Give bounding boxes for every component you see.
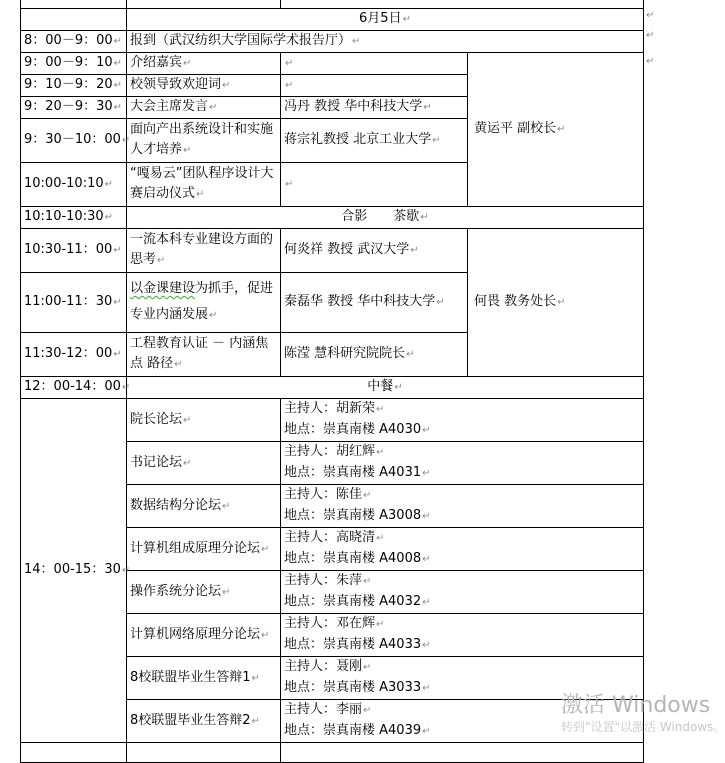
time-cell: 9：20－9：30 — [24, 99, 113, 114]
table-row — [21, 743, 644, 763]
forum-name: 8校联盟毕业生答辩2 — [130, 712, 251, 728]
table-row: 11:00-11：30↵ 以金课建设为抓手，促进专业内涵发展↵ 秦磊华 教授 华中科技大学↵ — [21, 273, 644, 333]
table-row: 10:30-11：00↵ 一流本科专业建设方面的思考↵ 何炎祥 教授 武汉大学↵ 何畏 教务处长↵ — [21, 229, 644, 273]
table-row: 数据结构分论坛↵ 主持人：陈佳↵ 地点：崇真南楼 A3008↵ — [21, 485, 644, 528]
event-cell: 合影 茶歇 — [341, 209, 420, 224]
schedule-table — [20, 0, 644, 763]
speaker-cell: 陈滢 慧科研究院院长 — [284, 346, 406, 361]
date-header: 6月5日 — [359, 11, 402, 26]
forum-name: 数据结构分论坛 — [130, 497, 222, 513]
time-cell: 10:10-10:30 — [24, 209, 104, 224]
forum-place: 地点：崇真南楼 A4032 — [284, 594, 422, 609]
table-row: 8：00－9：00↵ 报到（武汉纺织大学国际学术报告厅）↵ — [21, 31, 644, 53]
table-row: 计算机网络原理分论坛↵ 主持人：邓在辉↵ 地点：崇真南楼 A4033↵ — [21, 614, 644, 657]
table-row: 12：00-14：00↵ 中餐↵ — [21, 377, 644, 399]
time-cell: 10:30-11：00 — [24, 242, 113, 257]
event-cell: 介绍嘉宾 — [130, 55, 183, 70]
table-row: 9：00－9：10↵ 介绍嘉宾↵ ↵ 黄运平 副校长↵ — [21, 53, 644, 75]
table-row: 8校联盟毕业生答辩1↵ 主持人：聂刚↵ 地点：崇真南楼 A3033↵ — [21, 657, 644, 700]
time-cell: 8：00－9：00 — [24, 33, 113, 48]
host-cell: 黄运平 副校长 — [474, 121, 557, 136]
table-row: 10:00-10:10↵ “嘎易云”团队程序设计大赛启动仪式↵ ↵ — [21, 163, 644, 207]
late-host-cell: 何畏 教务处长↵ — [468, 229, 644, 377]
event-cell: 一流本科专业建设方面的思考 — [130, 232, 274, 267]
event-cell: 工程教育认证 － 内涵焦点 路径 — [130, 336, 269, 371]
event-cell: “嘎易云”团队程序设计大赛启动仪式 — [130, 166, 274, 201]
event-cell: 为抓手，促进专业内涵发展 — [130, 281, 274, 322]
date-header-row: 6月5日↵ — [21, 9, 644, 31]
forum-name: 计算机组成原理分论坛 — [130, 540, 261, 556]
morning-host-cell: 黄运平 副校长↵ — [468, 53, 644, 207]
paragraph-mark: ↵ — [646, 30, 655, 41]
table-row: 9：20－9：30↵ 大会主席发言↵ 冯丹 教授 华中科技大学↵ — [21, 97, 644, 119]
paragraph-mark: ↵ — [646, 56, 655, 67]
time-cell: 14：00-15：30 — [24, 562, 121, 577]
event-cell: 中餐 — [367, 379, 394, 394]
event-cell-highlight: 以金课建设 — [130, 281, 196, 296]
table-row: 计算机组成原理分论坛↵ 主持人：高晓清↵ 地点：崇真南楼 A4008↵ — [21, 528, 644, 571]
forum-host: 主持人：聂刚 — [284, 659, 363, 674]
forum-name: 操作系统分论坛 — [130, 583, 222, 599]
table-row: 14：00-15：30↵ 院长论坛↵ 主持人：胡新荣↵ 地点：崇真南楼 A4030↵ — [21, 399, 644, 442]
event-cell: 面向产出系统设计和实施人才培养 — [130, 122, 274, 157]
forum-name: 书记论坛 — [130, 454, 183, 470]
forum-place: 地点：崇真南楼 A4030 — [284, 422, 422, 437]
paragraph-mark: ↵ — [646, 10, 655, 21]
speaker-cell: 何炎祥 教授 武汉大学 — [284, 242, 410, 257]
time-cell: 11:00-11：30 — [24, 294, 113, 309]
forum-host: 主持人：李丽 — [284, 702, 363, 717]
activation-watermark: 激活 Windows — [561, 693, 711, 718]
table-row: 操作系统分论坛↵ 主持人：朱萍↵ 地点：崇真南楼 A4032↵ — [21, 571, 644, 614]
speaker-cell: 秦磊华 教授 华中科技大学 — [284, 294, 436, 309]
speaker-cell: 蒋宗礼教授 北京工业大学 — [284, 132, 432, 147]
forum-name: 院长论坛 — [130, 411, 183, 427]
forum-place: 地点：崇真南楼 A4031 — [284, 465, 422, 480]
time-cell: 9：10－9：20 — [24, 77, 113, 92]
host-cell: 何畏 教务处长 — [474, 294, 557, 309]
time-cell: 9：00－9：10 — [24, 55, 113, 70]
forum-host: 主持人：胡红辉 — [284, 444, 376, 459]
time-cell: 10:00-10:10 — [24, 176, 104, 191]
forum-place: 地点：崇真南楼 A4008 — [284, 551, 422, 566]
forum-host: 主持人：高晓清 — [284, 530, 376, 545]
forum-place: 地点：崇真南楼 A3033 — [284, 680, 422, 695]
event-cell: 报到（武汉纺织大学国际学术报告厅） — [130, 33, 352, 48]
table-row: 9：10－9：20↵ 校领导致欢迎词↵ ↵ — [21, 75, 644, 97]
time-cell: 12：00-14：00 — [24, 379, 121, 394]
activation-watermark-sub: 转到"设置"以激活 Windows。 — [561, 720, 725, 734]
table-row: 书记论坛↵ 主持人：胡红辉↵ 地点：崇真南楼 A4031↵ — [21, 442, 644, 485]
table-row: 8校联盟毕业生答辩2↵ 主持人：李丽↵ 地点：崇真南楼 A4039↵ — [21, 700, 644, 743]
forum-place: 地点：崇真南楼 A4033 — [284, 637, 422, 652]
forum-host: 主持人：陈佳 — [284, 487, 363, 502]
table-row: 9：30－10：00↵ 面向产出系统设计和实施人才培养↵ 蒋宗礼教授 北京工业大学↵ — [21, 119, 644, 163]
forum-host: 主持人：朱萍 — [284, 573, 363, 588]
forum-host: 主持人：胡新荣 — [284, 401, 376, 416]
forum-host: 主持人：邓在辉 — [284, 616, 376, 631]
time-cell: 11:30-12：00 — [24, 346, 113, 361]
event-cell: 校领导致欢迎词 — [130, 77, 222, 92]
forum-place: 地点：崇真南楼 A4039 — [284, 723, 422, 738]
table-row: 11:30-12：00↵ 工程教育认证 － 内涵焦点 路径↵ 陈滢 慧科研究院院长↵ — [21, 333, 644, 377]
table-row: 10:10-10:30↵ 合影 茶歇↵ — [21, 207, 644, 229]
table-row — [21, 0, 644, 9]
speaker-cell: 冯丹 教授 华中科技大学 — [284, 99, 423, 114]
forum-place: 地点：崇真南楼 A3008 — [284, 508, 422, 523]
forum-name: 8校联盟毕业生答辩1 — [130, 669, 251, 685]
event-cell: 大会主席发言 — [130, 99, 209, 114]
time-cell: 9：30－10：00 — [24, 132, 121, 147]
forum-name: 计算机网络原理分论坛 — [130, 626, 261, 642]
